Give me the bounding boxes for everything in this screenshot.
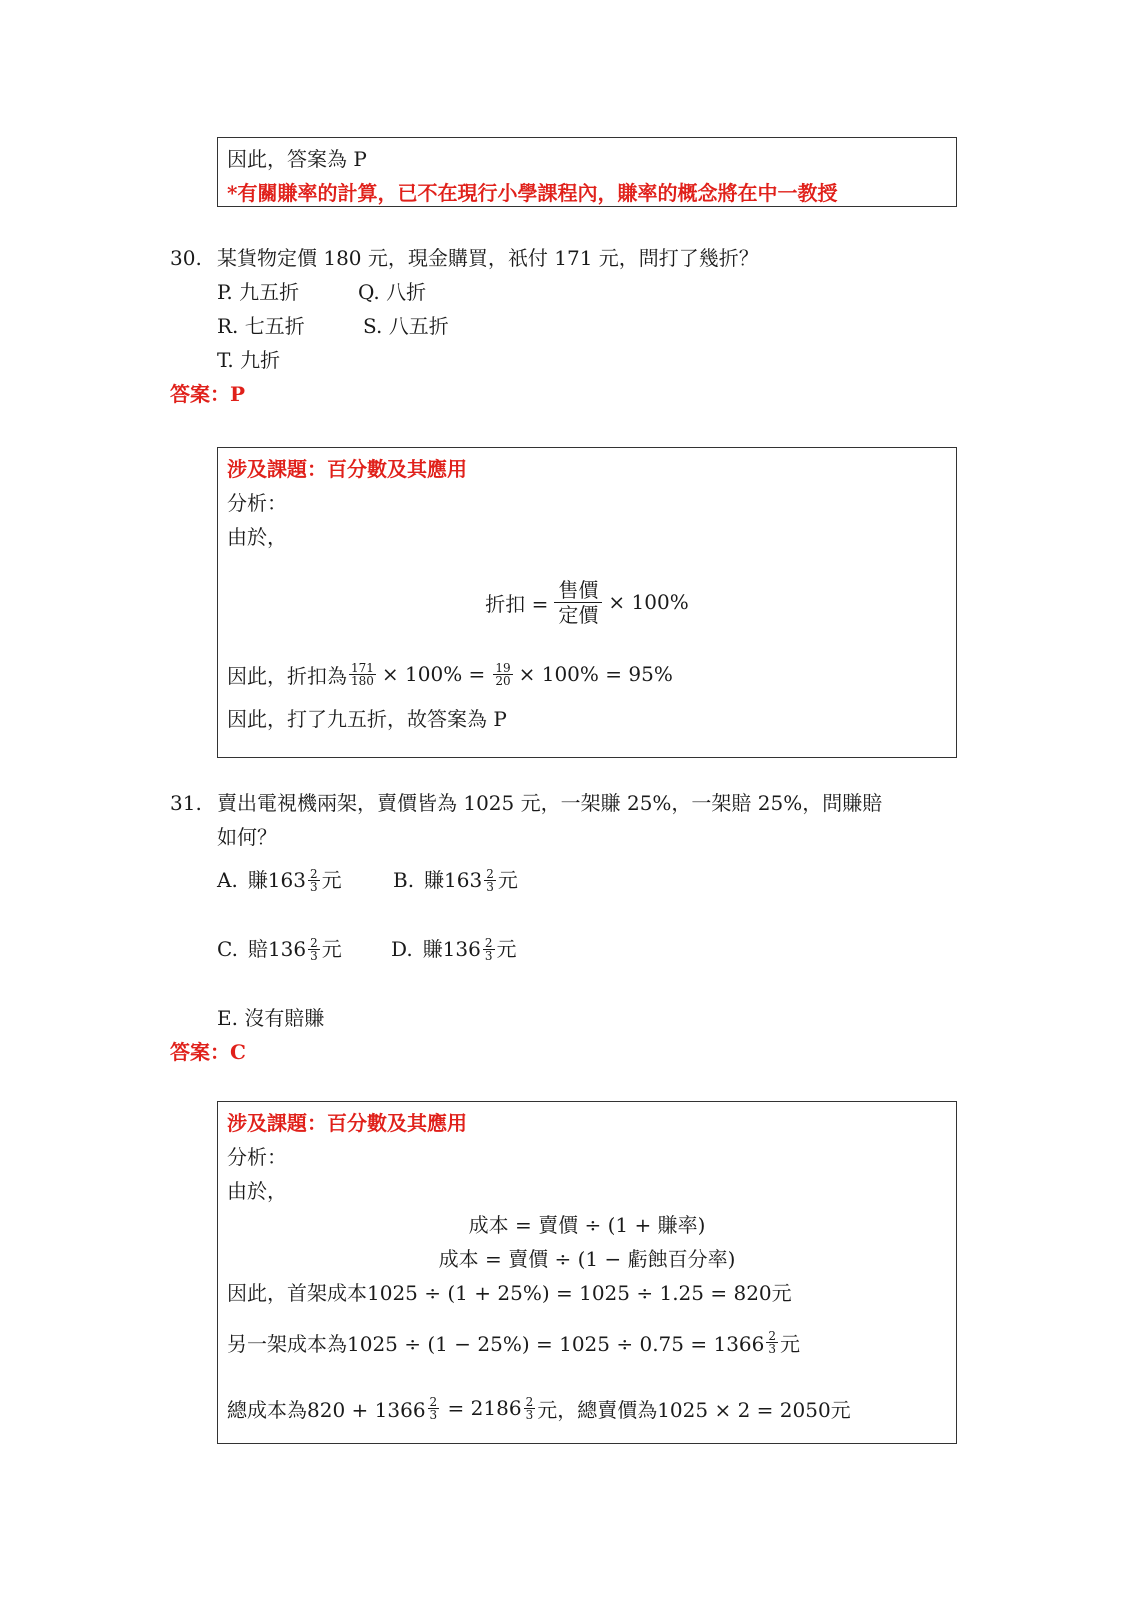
q30-option-s: S. 八五折 — [363, 314, 449, 338]
calc-end: × 100% = 95% — [518, 662, 673, 686]
analysis-box-q30 — [217, 447, 957, 758]
analysis-box-q31 — [217, 1101, 957, 1444]
box3-analysis: 分析： — [227, 1145, 287, 1169]
formula-denominator: 定價 — [558, 602, 599, 627]
box2-analysis: 分析： — [227, 491, 287, 515]
calc-fraction-1: $\frac{171}{180}$ — [351, 660, 374, 688]
box2-topic: 涉及課題：百分數及其應用 — [227, 457, 467, 481]
q30-answer: 答案：P — [170, 382, 246, 406]
box3-line-2: 另一架成本為1025 ÷ (1 − 25%) = 1025 ÷ 0.75 = 1366 $\frac{2}{3}$ 元 — [227, 1328, 801, 1356]
formula-lhs: 折扣 = — [485, 591, 549, 616]
calc-fraction-2: $\frac{19}{20}$ — [495, 660, 511, 688]
q30-number: 30. — [170, 246, 202, 270]
box1-note: *有關賺率的計算，已不在現行小學課程內，賺率的概念將在中一教授 — [227, 181, 838, 205]
box3-formula-2: 成本 = 賣價 ÷ (1 − 虧蝕百分率) — [438, 1247, 736, 1271]
box2-since: 由於， — [227, 525, 287, 549]
box3-topic: 涉及課題：百分數及其應用 — [227, 1111, 467, 1135]
q31-number: 31. — [170, 791, 202, 815]
q30-option-p: P. 九五折 — [217, 280, 300, 304]
box1-line1: 因此，答案為 P — [227, 147, 367, 171]
formula-rhs: × 100% — [608, 590, 689, 614]
q31-option-d: D. 賺136 $\frac{2}{3}$ 元 — [391, 935, 517, 963]
box2-formula — [227, 566, 947, 638]
q31-option-b: B. 賺163 $\frac{2}{3}$ 元 — [393, 866, 518, 894]
box3-since: 由於， — [227, 1179, 287, 1203]
q31-option-e: E. 沒有賠賺 — [217, 1006, 325, 1030]
q30-option-t: T. 九折 — [217, 348, 281, 372]
calc-mid: × 100% = — [381, 662, 486, 686]
box3-line-1: 因此，首架成本1025 ÷ (1 + 25%) = 1025 ÷ 1.25 = 820元 — [227, 1281, 792, 1305]
box2-calc — [227, 654, 947, 694]
q31-text-2: 如何？ — [217, 825, 277, 849]
q31-option-a: A. 賺163 $\frac{2}{3}$ 元 — [217, 866, 342, 894]
q30-option-r: R. 七五折 — [217, 314, 305, 338]
calc-prefix: 因此，折扣為 — [227, 663, 347, 688]
box3-formula-1: 成本 = 賣價 ÷ (1 + 賺率) — [468, 1213, 706, 1237]
q31-text-1: 賣出電視機兩架，賣價皆為 1025 元，一架賺 25%，一架賠 25%，問賺賠 — [217, 791, 883, 815]
formula-numerator: 售價 — [554, 578, 602, 603]
q30-text: 某貨物定價 180 元，現金購買，祇付 171 元，問打了幾折？ — [217, 246, 759, 270]
formula-fraction — [554, 578, 602, 627]
q31-option-c: C. 賠136 $\frac{2}{3}$ 元 — [217, 935, 342, 963]
conclusion-box-q29 — [217, 137, 957, 207]
box3-line-3: 總成本為820 + 1366 $\frac{2}{3}$ = 2186 $\frac{2}{3}$ 元，總賣價為1025 × 2 = 2050元 — [227, 1394, 851, 1422]
q30-option-q: Q. 八折 — [358, 280, 427, 304]
q31-answer: 答案：C — [170, 1040, 246, 1064]
box2-conclusion: 因此，打了九五折，故答案為 P — [227, 707, 507, 731]
